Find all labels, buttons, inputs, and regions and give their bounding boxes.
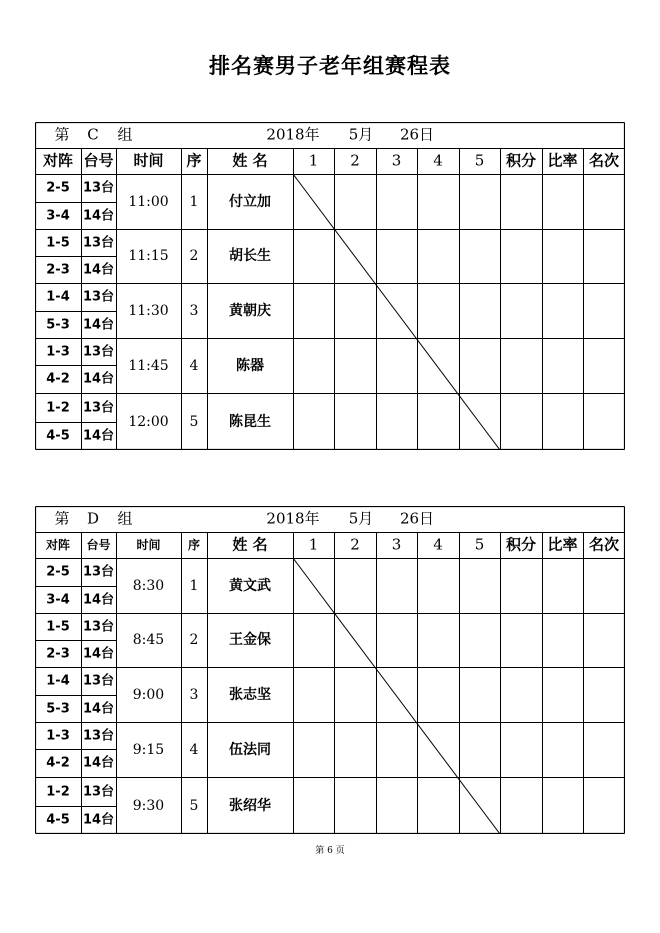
seq-cell: 4 (189, 741, 199, 758)
table-number-cell: 14台 (82, 592, 115, 607)
page-title: 排名赛男子老年组赛程表 (209, 54, 451, 78)
table-number-cell: 13台 (82, 619, 115, 634)
header-12: 名次 (588, 151, 620, 170)
header-7: 3 (391, 535, 402, 554)
table-number-cell: 13台 (82, 235, 115, 250)
table-number-cell: 13台 (82, 784, 115, 799)
group-d-label-prefix: 第 (54, 509, 70, 528)
pairing-cell: 4-5 (46, 428, 70, 444)
diagonal-line (293, 558, 500, 834)
pairing-cell: 1-2 (46, 400, 70, 415)
time-cell: 12:00 (128, 413, 169, 430)
header-3: 序 (186, 151, 202, 170)
header-5: 1 (308, 151, 319, 170)
pairing-cell: 2-5 (46, 180, 70, 196)
player-name: 伍法同 (229, 741, 271, 758)
header-12: 名次 (588, 535, 620, 554)
header-2: 时间 (133, 151, 164, 170)
seq-cell: 2 (189, 632, 199, 648)
header-0: 对阵 (45, 538, 71, 552)
pairing-cell: 1-5 (46, 619, 70, 634)
header-7: 3 (391, 151, 402, 170)
table-number-cell: 13台 (82, 344, 115, 359)
table-number-cell: 13台 (82, 673, 115, 689)
group-d-label-suffix: 组 (117, 509, 133, 528)
table-number-cell: 13台 (82, 289, 115, 305)
header-0: 对阵 (42, 151, 74, 170)
pairing-cell: 5-3 (46, 317, 70, 332)
table-number-cell: 14台 (82, 428, 115, 444)
table-number-cell: 13台 (82, 564, 115, 580)
table-grid (35, 122, 625, 450)
match-month: 5月 (348, 125, 374, 144)
seq-cell: 4 (189, 357, 199, 374)
time-cell: 11:00 (128, 193, 169, 210)
header-10: 积分 (505, 151, 537, 170)
player-name: 陈昆生 (229, 413, 271, 430)
seq-cell: 5 (189, 797, 199, 814)
pairing-cell: 2-5 (46, 564, 70, 580)
time-cell: 11:30 (128, 302, 169, 319)
time-cell: 9:30 (132, 797, 165, 814)
group-c-label-suffix: 组 (117, 125, 133, 144)
pairing-cell: 1-3 (46, 344, 70, 359)
seq-cell: 1 (189, 193, 199, 210)
group-d-letter: D (86, 509, 100, 528)
player-name: 张绍华 (229, 797, 271, 814)
header-10: 积分 (505, 535, 537, 554)
match-year: 2018年 (266, 125, 320, 144)
header-11: 比率 (547, 535, 578, 554)
table-number-cell: 13台 (82, 180, 115, 196)
header-4: 姓 名 (232, 151, 268, 170)
pairing-cell: 1-3 (46, 728, 70, 743)
table-number-cell: 14台 (82, 646, 115, 661)
table-number-cell: 14台 (82, 701, 115, 716)
player-name: 黄文武 (229, 577, 271, 594)
seq-cell: 3 (189, 686, 199, 703)
group-d-schedule-table (35, 506, 625, 834)
header-9: 5 (474, 535, 485, 554)
header-4: 姓 名 (232, 535, 268, 554)
header-9: 5 (474, 151, 485, 170)
pairing-cell: 1-5 (46, 235, 70, 250)
table-number-cell: 14台 (82, 755, 115, 771)
pairing-cell: 1-4 (46, 289, 70, 305)
pairing-cell: 1-4 (46, 673, 70, 689)
pairing-cell: 5-3 (46, 701, 70, 716)
header-8: 4 (433, 535, 443, 554)
header-8: 4 (433, 151, 443, 170)
table-number-cell: 14台 (82, 208, 115, 223)
pairing-cell: 3-4 (46, 592, 70, 607)
time-cell: 9:00 (132, 686, 165, 703)
pairing-cell: 1-2 (46, 784, 70, 799)
pairing-cell: 3-4 (46, 208, 70, 223)
header-2: 时间 (136, 538, 161, 552)
header-1: 台号 (86, 538, 111, 552)
player-name: 张志坚 (229, 686, 271, 703)
time-cell: 8:45 (132, 632, 165, 648)
group-c-letter: C (87, 125, 99, 144)
header-5: 1 (308, 535, 319, 554)
table-number-cell: 14台 (82, 812, 115, 828)
time-cell: 11:45 (128, 357, 169, 374)
table-number-cell: 13台 (82, 400, 115, 415)
pairing-cell: 4-2 (46, 755, 70, 771)
time-cell: 9:15 (132, 741, 165, 758)
time-cell: 11:15 (128, 248, 169, 264)
header-6: 2 (350, 151, 360, 170)
table-number-cell: 14台 (82, 317, 115, 332)
seq-cell: 2 (189, 248, 199, 264)
player-name: 陈器 (236, 357, 264, 374)
match-day: 26日 (399, 125, 435, 144)
header-1: 台号 (83, 151, 114, 170)
table-grid (35, 506, 625, 834)
match-year: 2018年 (266, 509, 320, 528)
group-c-schedule-table (35, 122, 625, 450)
table-number-cell: 14台 (82, 262, 115, 277)
player-name: 胡长生 (229, 248, 271, 264)
header-11: 比率 (547, 151, 578, 170)
table-number-cell: 13台 (82, 728, 115, 743)
player-name: 付立加 (229, 193, 271, 210)
seq-cell: 3 (189, 302, 199, 319)
seq-cell: 1 (189, 577, 199, 594)
header-6: 2 (350, 535, 360, 554)
match-day: 26日 (399, 509, 435, 528)
pairing-cell: 4-5 (46, 812, 70, 828)
time-cell: 8:30 (132, 577, 165, 594)
table-number-cell: 14台 (82, 371, 115, 387)
pairing-cell: 2-3 (46, 646, 70, 661)
group-c-label-prefix: 第 (54, 125, 70, 144)
player-name: 黄朝庆 (229, 302, 271, 319)
pairing-cell: 2-3 (46, 262, 70, 277)
header-3: 序 (187, 538, 201, 552)
page-number: 第 6 页 (315, 846, 345, 856)
diagonal-line (293, 174, 500, 450)
pairing-cell: 4-2 (46, 371, 70, 387)
player-name: 王金保 (229, 632, 271, 648)
seq-cell: 5 (189, 413, 199, 430)
match-month: 5月 (348, 509, 374, 528)
